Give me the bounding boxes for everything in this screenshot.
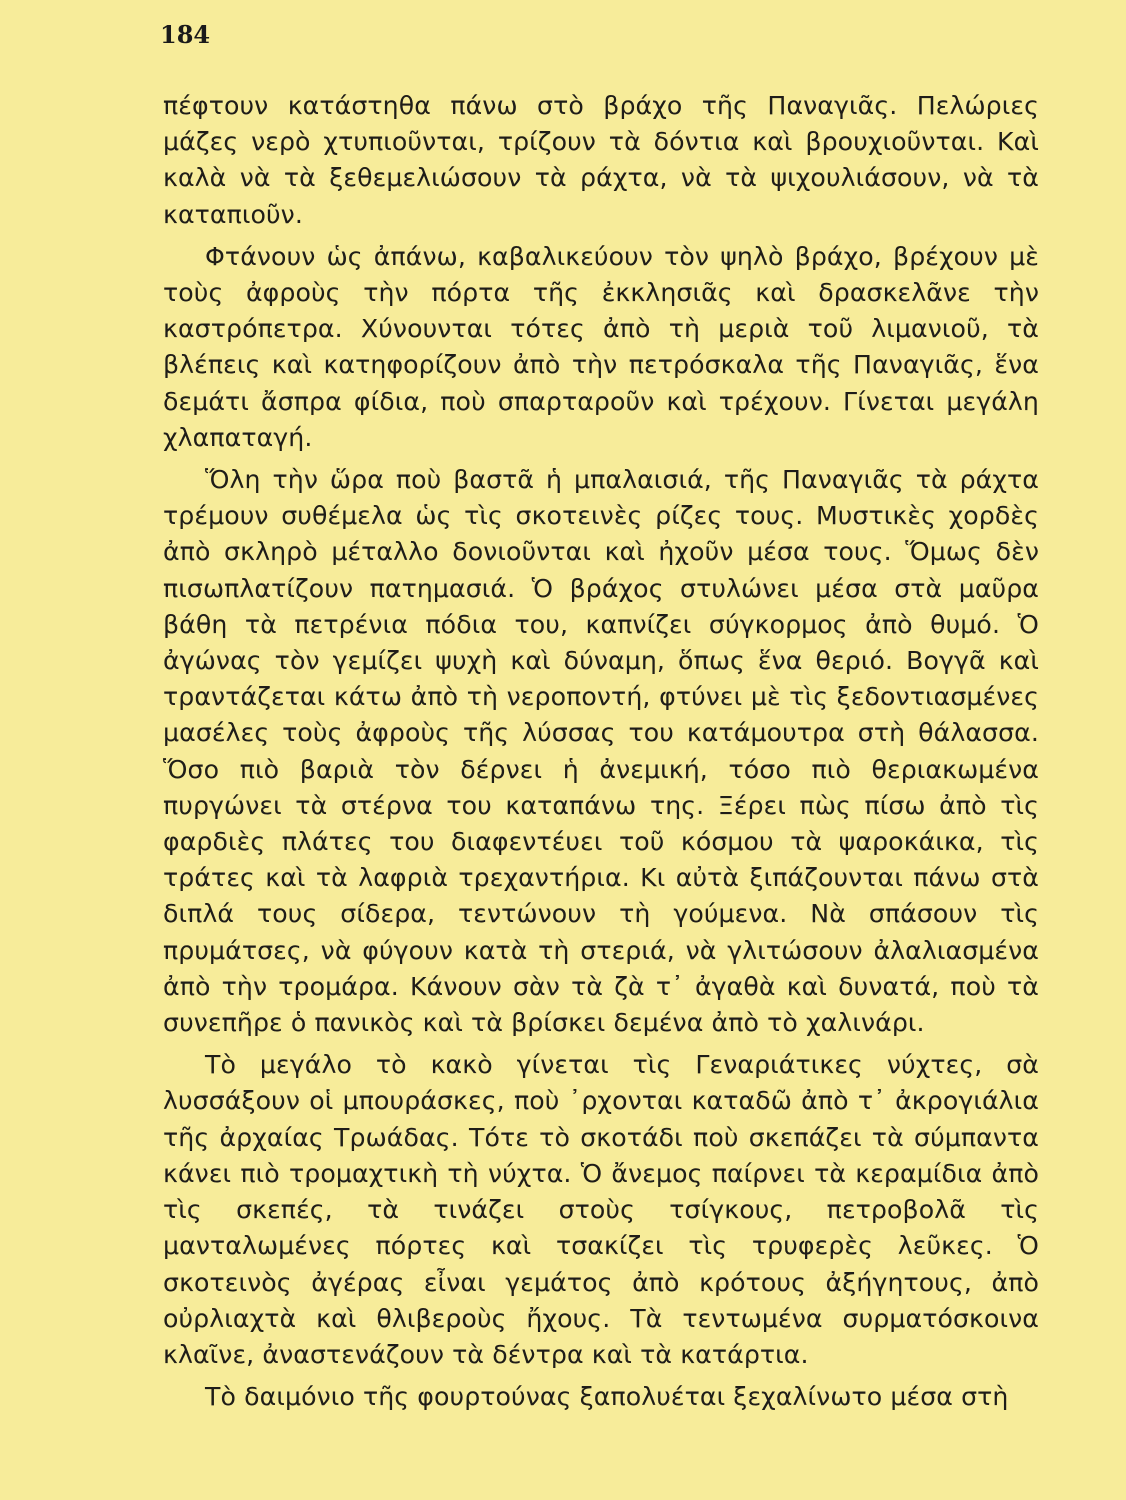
body-text [163, 88, 1039, 1415]
paragraph-3: Ὅλη τὴν ὥρα ποὺ βαστᾶ ἡ μπαλαισιά, τῆς Παναγιᾶς τὰ ράχτα τρέμουν συθέμελα ὡς τὶς σκοτεινὲς ρίζες τους. Μυστικὲς χορδὲς ἀπὸ σκληρὸ μέταλλο δονιοῦνται καὶ ἠχοῦν μέσα τους. Ὅμως δὲν πισωπλατίζουν πατημασιά. Ὁ βράχος στυλώνει μέσα στὰ μαῦρα βάθη τὰ πετρένια πόδια του, καπνίζει σύγκορμος ἀπὸ θυμό. Ὁ ἀγώνας τὸν γεμίζει ψυχὴ καὶ δύναμη, ὅπως ἕνα θεριό. Βογγᾶ καὶ τραντάζεται κάτω ἀπὸ τὴ νεροποντή, φτύνει μὲ τὶς ξεδοντιασμένες μασέλες τοὺς ἀφροὺς τῆς λύσσας του κατάμουτρα στὴ θάλασσα. Ὅσο πιὸ βαριὰ τὸν δέρνει ἡ ἀνεμική, τόσο πιὸ θεριακωμένα πυργώνει τὰ στέρνα του καταπάνω της. Ξέρει πὼς πίσω ἀπὸ τὶς φαρδιὲς πλάτες του διαφεντέυει τοῦ κόσμου τὰ ψαροκάικα, τὶς τράτες καὶ τὰ λαφριὰ τρεχαντήρια. Κι αὐτὰ ξιπάζουνται πάνω στὰ διπλά τους σίδερα, τεντώνουν τὴ γούμενα. Νὰ σπάσουν τὶς πρυμάτσες, νὰ φύγουν κατὰ τὴ στεριά, νὰ γλιτώσουν ἀλαλιασμένα ἀπὸ τὴν τρομάρα. Κάνουν σὰν τὰ ζὰ τ᾽ ἀγαθὰ καὶ δυνατά, ποὺ τὰ συνεπῆρε ὁ πανικὸς καὶ τὰ βρίσκει δεμένα ἀπὸ τὸ χαλινάρι. [163, 465, 1039, 1038]
paragraph-2: Φτάνουν ὡς ἀπάνω, καβαλικεύουν τὸν ψηλὸ βράχο, βρέχουν μὲ τοὺς ἀφροὺς τὴν πόρτα τῆς ἐκκλησιᾶς καὶ δρασκελᾶνε τὴν καστρόπετρα. Χύνουνται τότες ἀπὸ τὴ μεριὰ τοῦ λιμανιοῦ, τὰ βλέπεις καὶ κατηφορίζουν ἀπὸ τὴν πετρόσκαλα τῆς Παναγιᾶς, ἕνα δεμάτι ἄσπρα φίδια, ποὺ σπαρταροῦν καὶ τρέχουν. Γίνεται μεγάλη χλαπαταγή. [163, 241, 1039, 452]
paragraph-1: πέφτουν κατάστηθα πάνω στὸ βράχο τῆς Παναγιᾶς. Πελώριες μάζες νερὸ χτυπιοῦνται, τρίζουν τὰ δόντια καὶ βρουχιοῦνται. Καὶ καλὰ νὰ τὰ ξεθεμελιώσουν τὰ ράχτα, νὰ τὰ ψιχουλιάσουν, νὰ τὰ καταπιοῦν. [163, 91, 1039, 229]
paragraph-4: Τὸ μεγάλο τὸ κακὸ γίνεται τὶς Γεναριάτικες νύχτες, σὰ λυσσάξουν οἱ μπουράσκες, ποὺ ᾽ρχονται καταδῶ ἀπὸ τ᾽ ἀκρογιάλια τῆς ἀρχαίας Τρωάδας. Τότε τὸ σκοτάδι ποὺ σκεπάζει τὰ σύμπαντα κάνει πιὸ τρομαχτικὴ τὴ νύχτα. Ὁ ἄνεμος παίρνει τὰ κεραμίδια ἀπὸ τὶς σκεπές, τὰ τινάζει στοὺς τσίγκους, πετροβολᾶ τὶς μανταλωμένες πόρτες καὶ τσακίζει τὶς τρυφερὲς λεῦκες. Ὁ σκοτεινὸς ἀγέρας εἶναι γεμάτος ἀπὸ κρότους ἀξήγητους, ἀπὸ οὐρλιαχτὰ καὶ θλιβεροὺς ἤχους. Τὰ τεντωμένα συρματόσκοινα κλαῖνε, ἀναστενάζουν τὰ δέντρα καὶ τὰ κατάρτια. [163, 1050, 1039, 1369]
page-number: 184 [160, 20, 211, 49]
paragraph-5: Τὸ δαιμόνιο τῆς φουρτούνας ξαπολυέται ξεχαλίνωτο μέσα στὴ [205, 1382, 1009, 1412]
